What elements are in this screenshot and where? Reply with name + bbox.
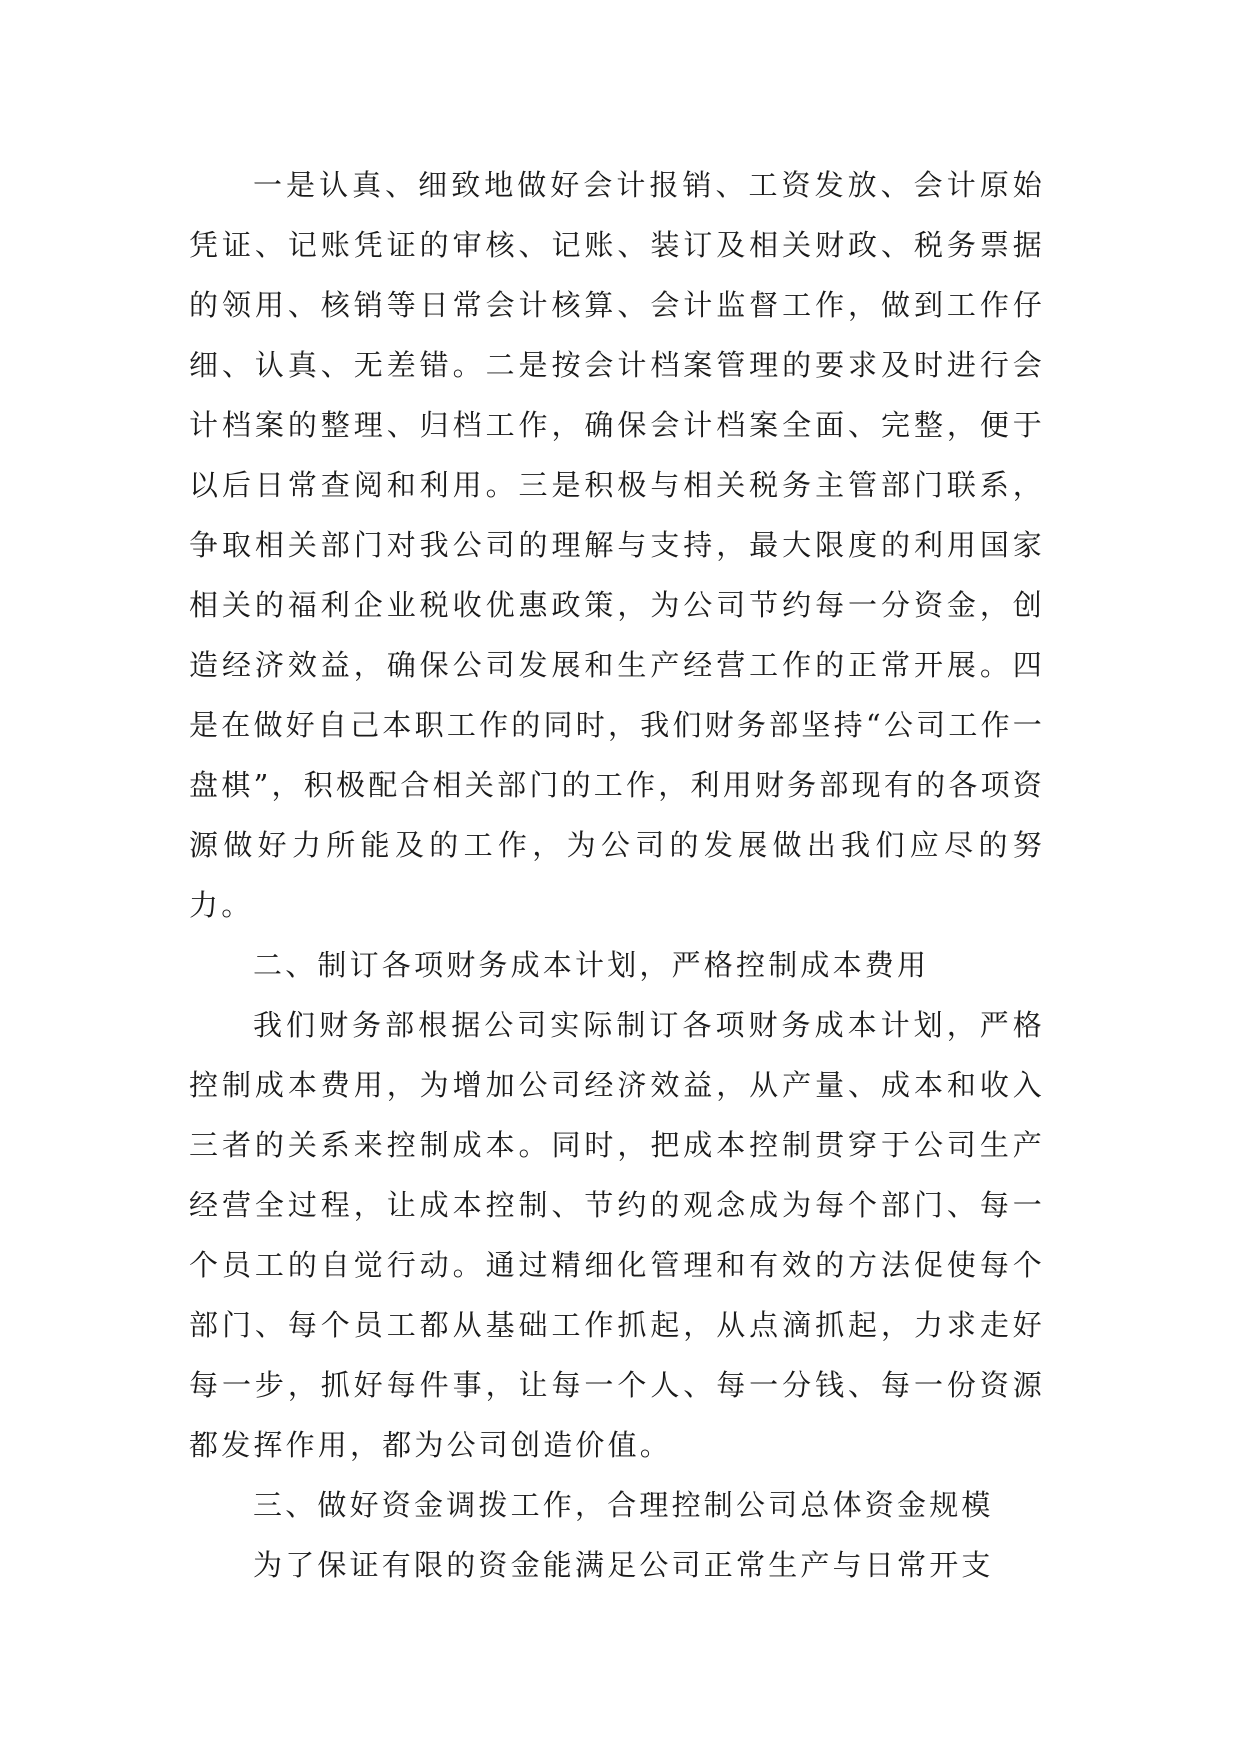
paragraph-cost-control: 我们财务部根据公司实际制订各项财务成本计划，严格控制成本费用，为增加公司经济效益，从产量、成本和收入三者的关系来控制成本。同时，把成本控制贯穿于公司生产经营全过程，让成本控制、节约的观念成为每个部门、每一个员工的自觉行动。通过精细化管理和有效的方法促使每个部门、每个员工都从基础工作抓起，从点滴抓起，力求走好每一步，抓好每件事，让每一个人、每一分钱、每一份资源都发挥作用，都为公司创造价值。 [189,1008,1045,1462]
document-body [189,155,1045,1595]
paragraph-fund-allocation: 为了保证有限的资金能满足公司正常生产与日常开支 [253,1548,994,1582]
section-heading-fund-allocation: 三、做好资金调拨工作，合理控制公司总体资金规模 [253,1488,994,1522]
section-heading-cost-plan: 二、制订各项财务成本计划，严格控制成本费用 [253,948,930,982]
paragraph-work-details: 一是认真、细致地做好会计报销、工资发放、会计原始凭证、记账凭证的审核、记账、装订及相关财政、税务票据的领用、核销等日常会计核算、会计监督工作，做到工作仔细、认真、无差错。二是按会计档案管理的要求及时进行会计档案的整理、归档工作，确保会计档案全面、完整，便于以后日常查阅和利用。三是积极与相关税务主管部门联系，争取相关部门对我公司的理解与支持，最大限度的利用国家相关的福利企业税收优惠政策，为公司节约每一分资金，创造经济效益，确保公司发展和生产经营工作的正常开展。四是在做好自己本职工作的同时，我们财务部坚持“公司工作一盘棋”，积极配合相关部门的工作，利用财务部现有的各项资源做好力所能及的工作，为公司的发展做出我们应尽的努力。 [189,168,1045,922]
